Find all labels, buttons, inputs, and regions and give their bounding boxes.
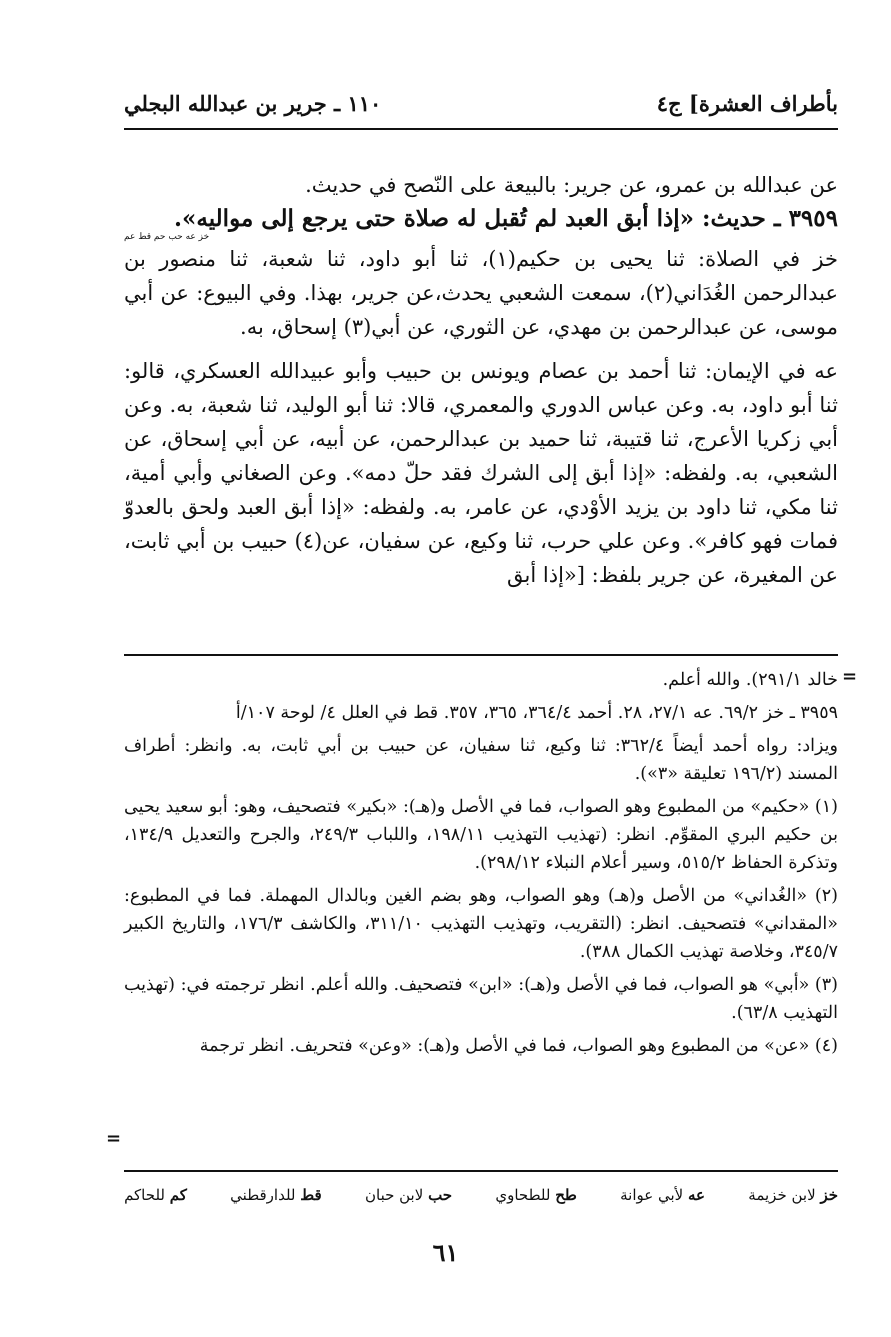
abbr-hib: حب لابن حبان bbox=[364, 1186, 453, 1204]
abbr-khuz: خز لابن خزيمة bbox=[748, 1186, 838, 1204]
header-book-title: بأطراف العشرة] ج٤ bbox=[656, 90, 838, 116]
abbr-tah: طح للطحاوي bbox=[495, 1186, 577, 1204]
paragraph-ah: عه في الإيمان: ثنا أحمد بن عصام ويونس بن حبيب وأبو عبيدالله العسكري، قالو: ثنا أبو داود، به. وعن عباس الدوري والمعمري، قالا: ثنا أبو الوليد، ثنا شعبة، به. وعن أبي زكريا الأعرج، ثنا قتيبة، ثنا حميد بن عبدالرحمن، عن أبيه، عن أبي إسحاق، عن الشعبي، به. ولفظه: «إذا أبق إلى الشرك فقد حلّ دمه». وعن الصغاني وأبي أمية، ثنا مكي، ثنا داود بن يزيد الأوْدي، عن عامر، به. ولفظه: «إذا أبق العبد ولحق بالعدوّ فمات فهو كافر». وعن علي حرب، ثنا وكيع، عن سفيان، عن(٤) حبيب بن أبي ثابت، عن المغيرة، عن جرير بلفظ: [«إذا أبق bbox=[124, 359, 838, 587]
abbr-qut: قط للدارقطني bbox=[230, 1186, 322, 1204]
page-number: ٦١ bbox=[432, 1238, 459, 1267]
continuation-line: عن عبدالله بن عمرو، عن جرير: بالبيعة على النّصح في حديث. bbox=[305, 173, 838, 197]
header-rule bbox=[124, 128, 838, 130]
continuation-mark-top: = bbox=[842, 666, 858, 687]
note-3959: ٣٩٥٩ ـ خز ٦٩/٢. عه ٢٧/١، ٢٨. أحمد ٣٦٤/٤، ٣٦٥، ٣٥٧. قط في العلل ٤/ لوحة ١٠٧/أ bbox=[235, 703, 838, 723]
abbreviations-rule bbox=[124, 1170, 838, 1172]
continuation-mark-bottom: = bbox=[106, 1128, 122, 1149]
abbr-kam: كم للحاكم bbox=[124, 1186, 187, 1204]
note-3: (٣) «أبي» هو الصواب، فما في الأصل و(هـ): «ابن» فتصحيف. والله أعلم. انظر ترجمته في: (تهذيب التهذيب ٦٣/٨). bbox=[124, 975, 838, 1023]
hadith-sigla: خز عه حب حم قط عم bbox=[124, 232, 210, 242]
footnotes bbox=[124, 666, 838, 1065]
hadith-number: ٣٩٥٩ bbox=[788, 205, 838, 232]
main-text bbox=[124, 168, 838, 592]
note-yazad: ويزاد: رواه أحمد أيضاً ٣٦٢/٤: ثنا وكيع، ثنا سفيان، عن حبيب بن أبي ثابت، به. وانظر: أطراف المسند (١٩٦/٢ تعليقة «٣»). bbox=[124, 736, 838, 784]
running-header bbox=[124, 86, 838, 120]
note-4: (٤) «عن» من المطبوع وهو الصواب، فما في الأصل و(هـ): «وعن» فتحريف. انظر ترجمة bbox=[199, 1036, 838, 1056]
footnote-rule bbox=[124, 654, 838, 656]
header-chapter: ١١٠ ـ جرير بن عبدالله البجلي bbox=[124, 90, 382, 116]
hadith-text: «إذا أبق العبد لم تُقبل له صلاة حتى يرجع إلى مواليه». bbox=[174, 205, 695, 232]
abbr-ah: عه لأبي عوانة bbox=[620, 1186, 706, 1204]
note-khalid: خالد ٢٩١/١). والله أعلم. bbox=[662, 670, 838, 690]
note-1: (١) «حكيم» من المطبوع وهو الصواب، فما في الأصل و(هـ): «بكير» فتصحيف، وهو: أبو سعيد يحيى بن حكيم البري المقوِّم. انظر: (تهذيب التهذيب ١٩٨/١١، واللباب ٢٤٩/٣، والجرح والتعديل ١٣٤/٩، وتذكرة الحفاظ ٥١٥/٢، وسير أعلام النبلاء ٢٩٨/١٢). bbox=[124, 797, 838, 873]
paragraph-khuz: خز في الصلاة: ثنا يحيى بن حكيم(١)، ثنا أبو داود، ثنا شعبة، ثنا منصور بن عبدالرحمن الغُدَاني(٢)، سمعت الشعبي يحدث،عن جرير، بهذا. وفي البيوع: عن أبي موسى، عن عبدالرحمن بن مهدي، عن الثوري، عن أبي(٣) إسحاق، به. bbox=[124, 247, 838, 339]
hadith-title: ٣٩٥٩ ـ حديث: «إذا أبق العبد لم تُقبل له صلاة حتى يرجع إلى مواليه». bbox=[174, 205, 838, 232]
abbreviations-key bbox=[124, 1186, 838, 1204]
note-2: (٢) «الغُداني» من الأصل و(هـ) وهو الصواب، وهو بضم الغين وبالدال المهملة. فما في المطبوع: «المقداني» فتصحيف. انظر: (التقريب، وتهذيب التهذيب ٣١١/١٠، والكاشف ١٧٦/٣، والتاريخ الكبير ٣٤٥/٧، وخلاصة تهذيب الكمال ٣٨٨). bbox=[124, 886, 838, 962]
